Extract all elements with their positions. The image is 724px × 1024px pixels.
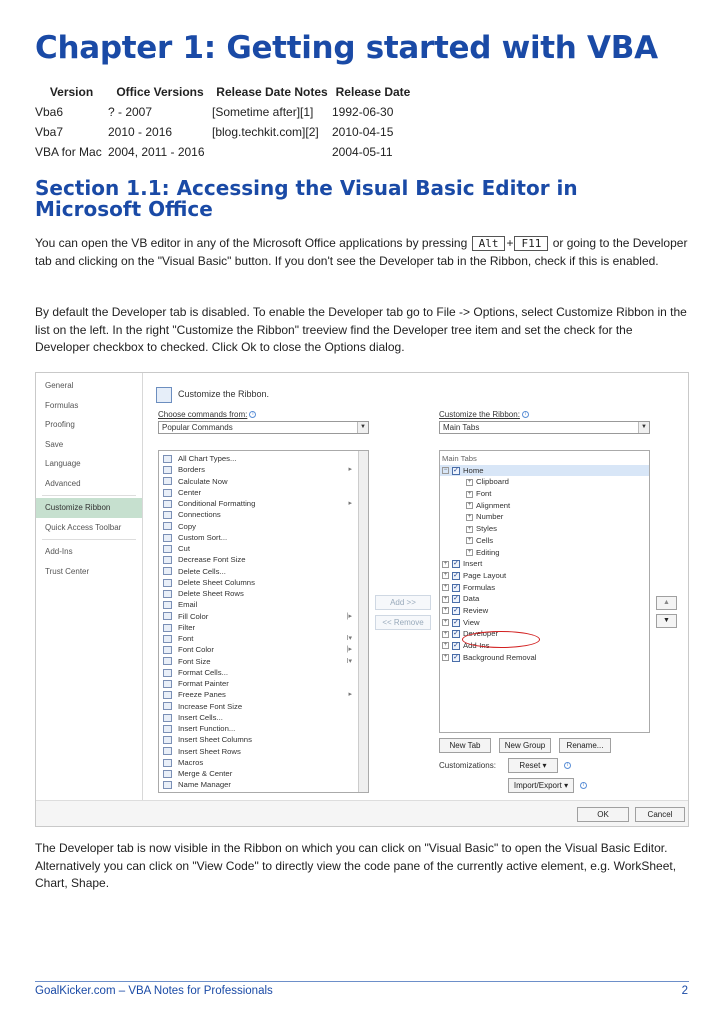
submenu-arrow-icon: ▸ (348, 500, 352, 507)
checkbox-view[interactable]: ✓ (453, 618, 459, 626)
table-header-cell: Version (49, 84, 94, 99)
table-cell: VBA for Mac (35, 145, 102, 159)
nav-item-save[interactable]: Save (45, 439, 64, 449)
table-cell (212, 142, 332, 162)
f11-key: F11 (514, 236, 548, 251)
paragraph-enable-developer: By default the Developer tab is disabled. To enable the Developer tab go to File -> Options, select Customize Ribbon in the list on the left. In the right "Customize the Ribbon" treeview find the Developer tree item and set the check for the Developer checkbox to checked. Click Ok to close the Options dialog. (35, 305, 687, 354)
table-cell: 2004, 2011 - 2016 (108, 145, 205, 159)
nav-divider (42, 495, 136, 496)
tree-group-item[interactable]: + Styles (467, 524, 497, 534)
command-icon (163, 669, 172, 677)
list-item[interactable]: Font I▾ (159, 633, 368, 644)
new-group-button[interactable]: New Group (499, 738, 551, 753)
tree-item-insert[interactable]: + ✓ Insert (443, 559, 483, 569)
choose-commands-label: Choose commands from: i (158, 410, 256, 419)
table-cell: [blog.techkit.com][2] (212, 125, 319, 139)
table-header-cell: Release Date (335, 84, 411, 99)
command-icon (163, 534, 172, 542)
list-item[interactable]: Fill Color |▸ (159, 611, 368, 622)
dropdown-icon: I▾ (346, 657, 352, 665)
triangle-down-icon: ▼ (663, 617, 670, 624)
tree-item-home[interactable]: − ✓ Home (440, 465, 649, 477)
command-icon (163, 477, 172, 485)
info-icon: i (249, 411, 256, 418)
command-icon (163, 680, 172, 688)
command-icon (163, 714, 172, 722)
list-item[interactable]: Insert Sheet Columns (159, 734, 368, 745)
tree-group-item[interactable]: + Font (467, 489, 492, 499)
command-icon (163, 725, 172, 733)
nav-item-proofing[interactable]: Proofing (45, 420, 75, 429)
list-item[interactable]: Font Color |▸ (159, 644, 368, 655)
table-row (35, 122, 414, 142)
tree-group-item[interactable]: + Clipboard (467, 477, 509, 487)
list-item[interactable]: Filter (159, 622, 368, 633)
command-icon (163, 624, 172, 632)
chevron-down-icon[interactable]: ▼ (357, 422, 368, 433)
customize-ribbon-title: Customize the Ribbon. (178, 389, 270, 399)
nav-item-trust-center[interactable]: Trust Center (45, 566, 90, 576)
footer-source: GoalKicker.com – VBA Notes for Professionals (35, 985, 273, 997)
list-item[interactable]: Font Size I▾ (159, 656, 368, 667)
info-icon: i (564, 762, 571, 769)
customize-ribbon-label: Customize the Ribbon: i (439, 410, 529, 419)
triangle-up-icon: ▲ (663, 599, 670, 606)
list-item[interactable]: Decrease Font Size (159, 554, 368, 565)
list-item[interactable]: Macros (159, 757, 368, 768)
tree-header: Main Tabs (442, 454, 477, 463)
paragraph-text: You can open the VB editor in any of the Microsoft Office applications by pressing (35, 236, 471, 250)
expand-icon[interactable]: + (443, 560, 448, 567)
plus-sign: + (506, 236, 514, 250)
paragraph-open-editor (35, 235, 690, 270)
nav-item-general[interactable]: General (45, 381, 74, 390)
list-item[interactable]: Calculate Now (159, 476, 368, 487)
nav-item-customize-ribbon[interactable]: Customize Ribbon (36, 498, 142, 518)
checkbox-home[interactable]: ✓ (453, 466, 459, 474)
command-icon (163, 781, 172, 789)
dropdown-icon: I▾ (346, 635, 352, 642)
nav-item-language[interactable]: Language (45, 459, 81, 468)
expand-icon[interactable]: + (467, 490, 472, 497)
command-icon (163, 567, 172, 575)
tree-item-view[interactable]: + ✓ View (443, 617, 480, 627)
developer-highlight-oval (462, 631, 540, 648)
list-item[interactable]: Merge & Center (159, 768, 368, 779)
list-item[interactable]: Delete Sheet Rows (159, 588, 368, 599)
tree-item-developer[interactable]: + ✓ Developer (443, 629, 499, 639)
expand-icon[interactable]: + (467, 548, 472, 555)
table-cell: 2010-04-15 (332, 125, 394, 139)
page-title: Chapter 1: Getting started with VBA (35, 30, 658, 66)
checkbox-add-ins[interactable]: ✓ (453, 641, 459, 649)
submenu-arrow-icon: |▸ (346, 612, 352, 620)
cancel-button[interactable]: Cancel (635, 807, 685, 822)
move-up-button[interactable] (656, 596, 677, 610)
command-icon (163, 747, 172, 755)
list-item[interactable]: Delete Sheet Columns (159, 577, 368, 588)
list-item[interactable]: Format Cells... (159, 667, 368, 678)
command-icon (163, 736, 172, 744)
list-item[interactable]: Email (159, 599, 368, 610)
list-item[interactable]: All Chart Types... (159, 453, 368, 464)
table-header-cell: Release Date Notes (216, 84, 328, 99)
options-nav (36, 373, 143, 826)
command-icon (163, 489, 172, 497)
page-number: 2 (681, 985, 688, 997)
expand-icon[interactable]: + (443, 607, 448, 614)
expand-icon[interactable]: + (467, 478, 472, 485)
table-cell: Vba6 (35, 105, 64, 119)
command-icon (163, 635, 172, 643)
customize-ribbon-header (156, 383, 269, 405)
info-icon: i (522, 411, 529, 418)
commands-scrollbar[interactable] (358, 451, 368, 792)
expand-icon[interactable]: + (443, 584, 448, 591)
table-header-row (35, 84, 414, 102)
tree-item-formulas[interactable]: + ✓ Formulas (443, 582, 496, 592)
command-icon (163, 759, 172, 767)
submenu-arrow-icon: ▸ (348, 466, 352, 474)
paragraph-text: or going to the Developer tab and clicking on the "Visual Basic" button. If you don't see the Developer tab in the Ribbon, check if this is enabled. (35, 236, 688, 268)
tree-item-data[interactable]: + ✓ Data (443, 594, 480, 604)
tree-item-page-layout[interactable]: + ✓ Page Layout (443, 570, 507, 580)
new-tab-button[interactable]: New Tab (439, 738, 491, 753)
checkbox-developer[interactable]: ✓ (453, 630, 459, 638)
nav-item-quick-access-toolbar[interactable]: Quick Access Toolbar (45, 522, 122, 532)
expand-icon[interactable]: + (467, 537, 472, 544)
expand-icon[interactable]: + (467, 525, 472, 532)
tree-group-item[interactable]: + Number (467, 512, 504, 522)
list-item[interactable]: Insert Sheet Rows (159, 746, 368, 757)
expand-icon[interactable]: + (443, 654, 448, 661)
checkbox-background-removal[interactable]: ✓ (453, 653, 459, 661)
customize-ribbon-select[interactable]: Main Tabs ▼ (439, 421, 650, 434)
tree-group-item[interactable]: + Cells (467, 535, 494, 545)
checkbox-formulas[interactable]: ✓ (453, 583, 459, 591)
table-cell: ? - 2007 (108, 105, 153, 119)
expand-icon[interactable]: + (467, 513, 472, 520)
command-icon (163, 579, 172, 587)
list-item[interactable]: Insert Cells... (159, 712, 368, 723)
tree-group-item[interactable]: + Editing (467, 547, 500, 557)
table-cell: 2004-05-11 (332, 145, 393, 159)
tree-item-add-ins[interactable]: + ✓ Add-Ins (443, 641, 490, 650)
footer-divider (35, 981, 689, 982)
nav-item-advanced[interactable]: Advanced (45, 478, 81, 488)
expand-icon[interactable]: + (443, 595, 448, 602)
table-cell: 2010 - 2016 (108, 125, 173, 139)
table-cell: Vba7 (35, 125, 64, 139)
add-button[interactable]: Add >> (375, 595, 431, 610)
alt-key: Alt (472, 236, 506, 251)
list-item[interactable]: Copy (159, 521, 368, 532)
import-export-button[interactable]: Import/Export ▾ (508, 778, 574, 793)
command-icon (163, 556, 172, 564)
list-item[interactable]: Freeze Panes ▸ (159, 689, 368, 700)
expand-icon[interactable]: + (443, 630, 448, 637)
list-item[interactable]: Increase Font Size (159, 701, 368, 712)
command-icon (163, 455, 172, 463)
checkbox-review[interactable]: ✓ (453, 606, 459, 614)
expand-icon[interactable]: + (443, 642, 448, 649)
list-item[interactable]: Conditional Formatting ▸ (159, 498, 368, 509)
checkbox-data[interactable]: ✓ (453, 595, 459, 603)
choose-commands-select[interactable]: Popular Commands ▼ (158, 421, 369, 434)
table-row (35, 102, 414, 122)
rename-button[interactable]: Rename... (559, 738, 611, 753)
tree-group-item[interactable]: + Alignment (467, 500, 511, 510)
tree-item-background-removal[interactable]: + ✓ Background Removal (443, 652, 537, 662)
paragraph-developer-visible: The Developer tab is now visible in the Ribbon on which you can click on "Visual Basic" to open the Visual Basic Editor. Alternatively you can click on "View Code" to directly view the code pane of the currently active element, e.g. WorkSheet, Chart, Shape. (35, 841, 677, 890)
command-icon (163, 657, 172, 665)
section-title: Section 1.1: Accessing the Visual Basic Editor in Microsoft Office (35, 176, 578, 221)
info-icon: i (580, 782, 587, 789)
command-icon (163, 466, 172, 474)
expand-icon[interactable]: + (443, 619, 448, 626)
tree-item-review[interactable]: + ✓ Review (443, 605, 489, 615)
table-cell: 1992-06-30 (332, 105, 394, 119)
checkbox-insert[interactable]: ✓ (453, 560, 459, 568)
move-down-button[interactable] (656, 614, 677, 628)
version-table (35, 84, 414, 162)
ribbon-icon (156, 387, 172, 403)
expand-icon[interactable]: + (443, 572, 448, 579)
list-item[interactable]: Name Manager (159, 779, 368, 790)
command-icon (163, 500, 172, 508)
chevron-down-icon[interactable]: ▼ (638, 422, 649, 433)
list-item[interactable]: Connections (159, 509, 368, 520)
table-header-cell: Office Versions (116, 84, 204, 99)
command-icon (163, 691, 172, 699)
customizations-label: Customizations: (439, 761, 496, 770)
submenu-arrow-icon: ▸ (348, 691, 352, 699)
list-item[interactable]: Delete Cells... (159, 566, 368, 577)
reset-button[interactable]: Reset ▾ (508, 758, 558, 773)
list-item[interactable]: Center (159, 487, 368, 498)
ribbon-tabs-tree[interactable] (439, 450, 650, 733)
submenu-arrow-icon: |▸ (346, 646, 352, 654)
nav-divider (42, 539, 136, 540)
command-icon (163, 545, 172, 553)
command-icon (163, 702, 172, 710)
list-item[interactable]: Cut (159, 543, 368, 554)
ok-button[interactable]: OK (577, 807, 629, 822)
command-icon (163, 612, 172, 620)
table-row (35, 142, 414, 162)
command-icon (163, 646, 172, 654)
excel-options-screenshot (35, 372, 689, 827)
remove-button[interactable]: << Remove (375, 615, 431, 630)
commands-list[interactable] (158, 450, 369, 793)
command-icon (163, 770, 172, 778)
list-item[interactable]: Borders ▸ (159, 464, 368, 475)
command-icon (163, 511, 172, 519)
nav-item-formulas[interactable]: Formulas (45, 400, 79, 410)
checkbox-page-layout[interactable]: ✓ (453, 571, 459, 579)
command-icon (163, 601, 172, 609)
command-icon (163, 590, 172, 598)
list-item[interactable]: Format Painter (159, 678, 368, 689)
expand-icon[interactable]: + (467, 502, 472, 509)
list-item[interactable]: Custom Sort... (159, 532, 368, 543)
list-item[interactable]: Insert Function... (159, 723, 368, 734)
nav-item-add-ins[interactable]: Add-Ins (45, 547, 73, 556)
collapse-icon[interactable]: − (443, 467, 448, 474)
command-icon (163, 522, 172, 530)
table-cell: [Sometime after][1] (212, 105, 314, 119)
